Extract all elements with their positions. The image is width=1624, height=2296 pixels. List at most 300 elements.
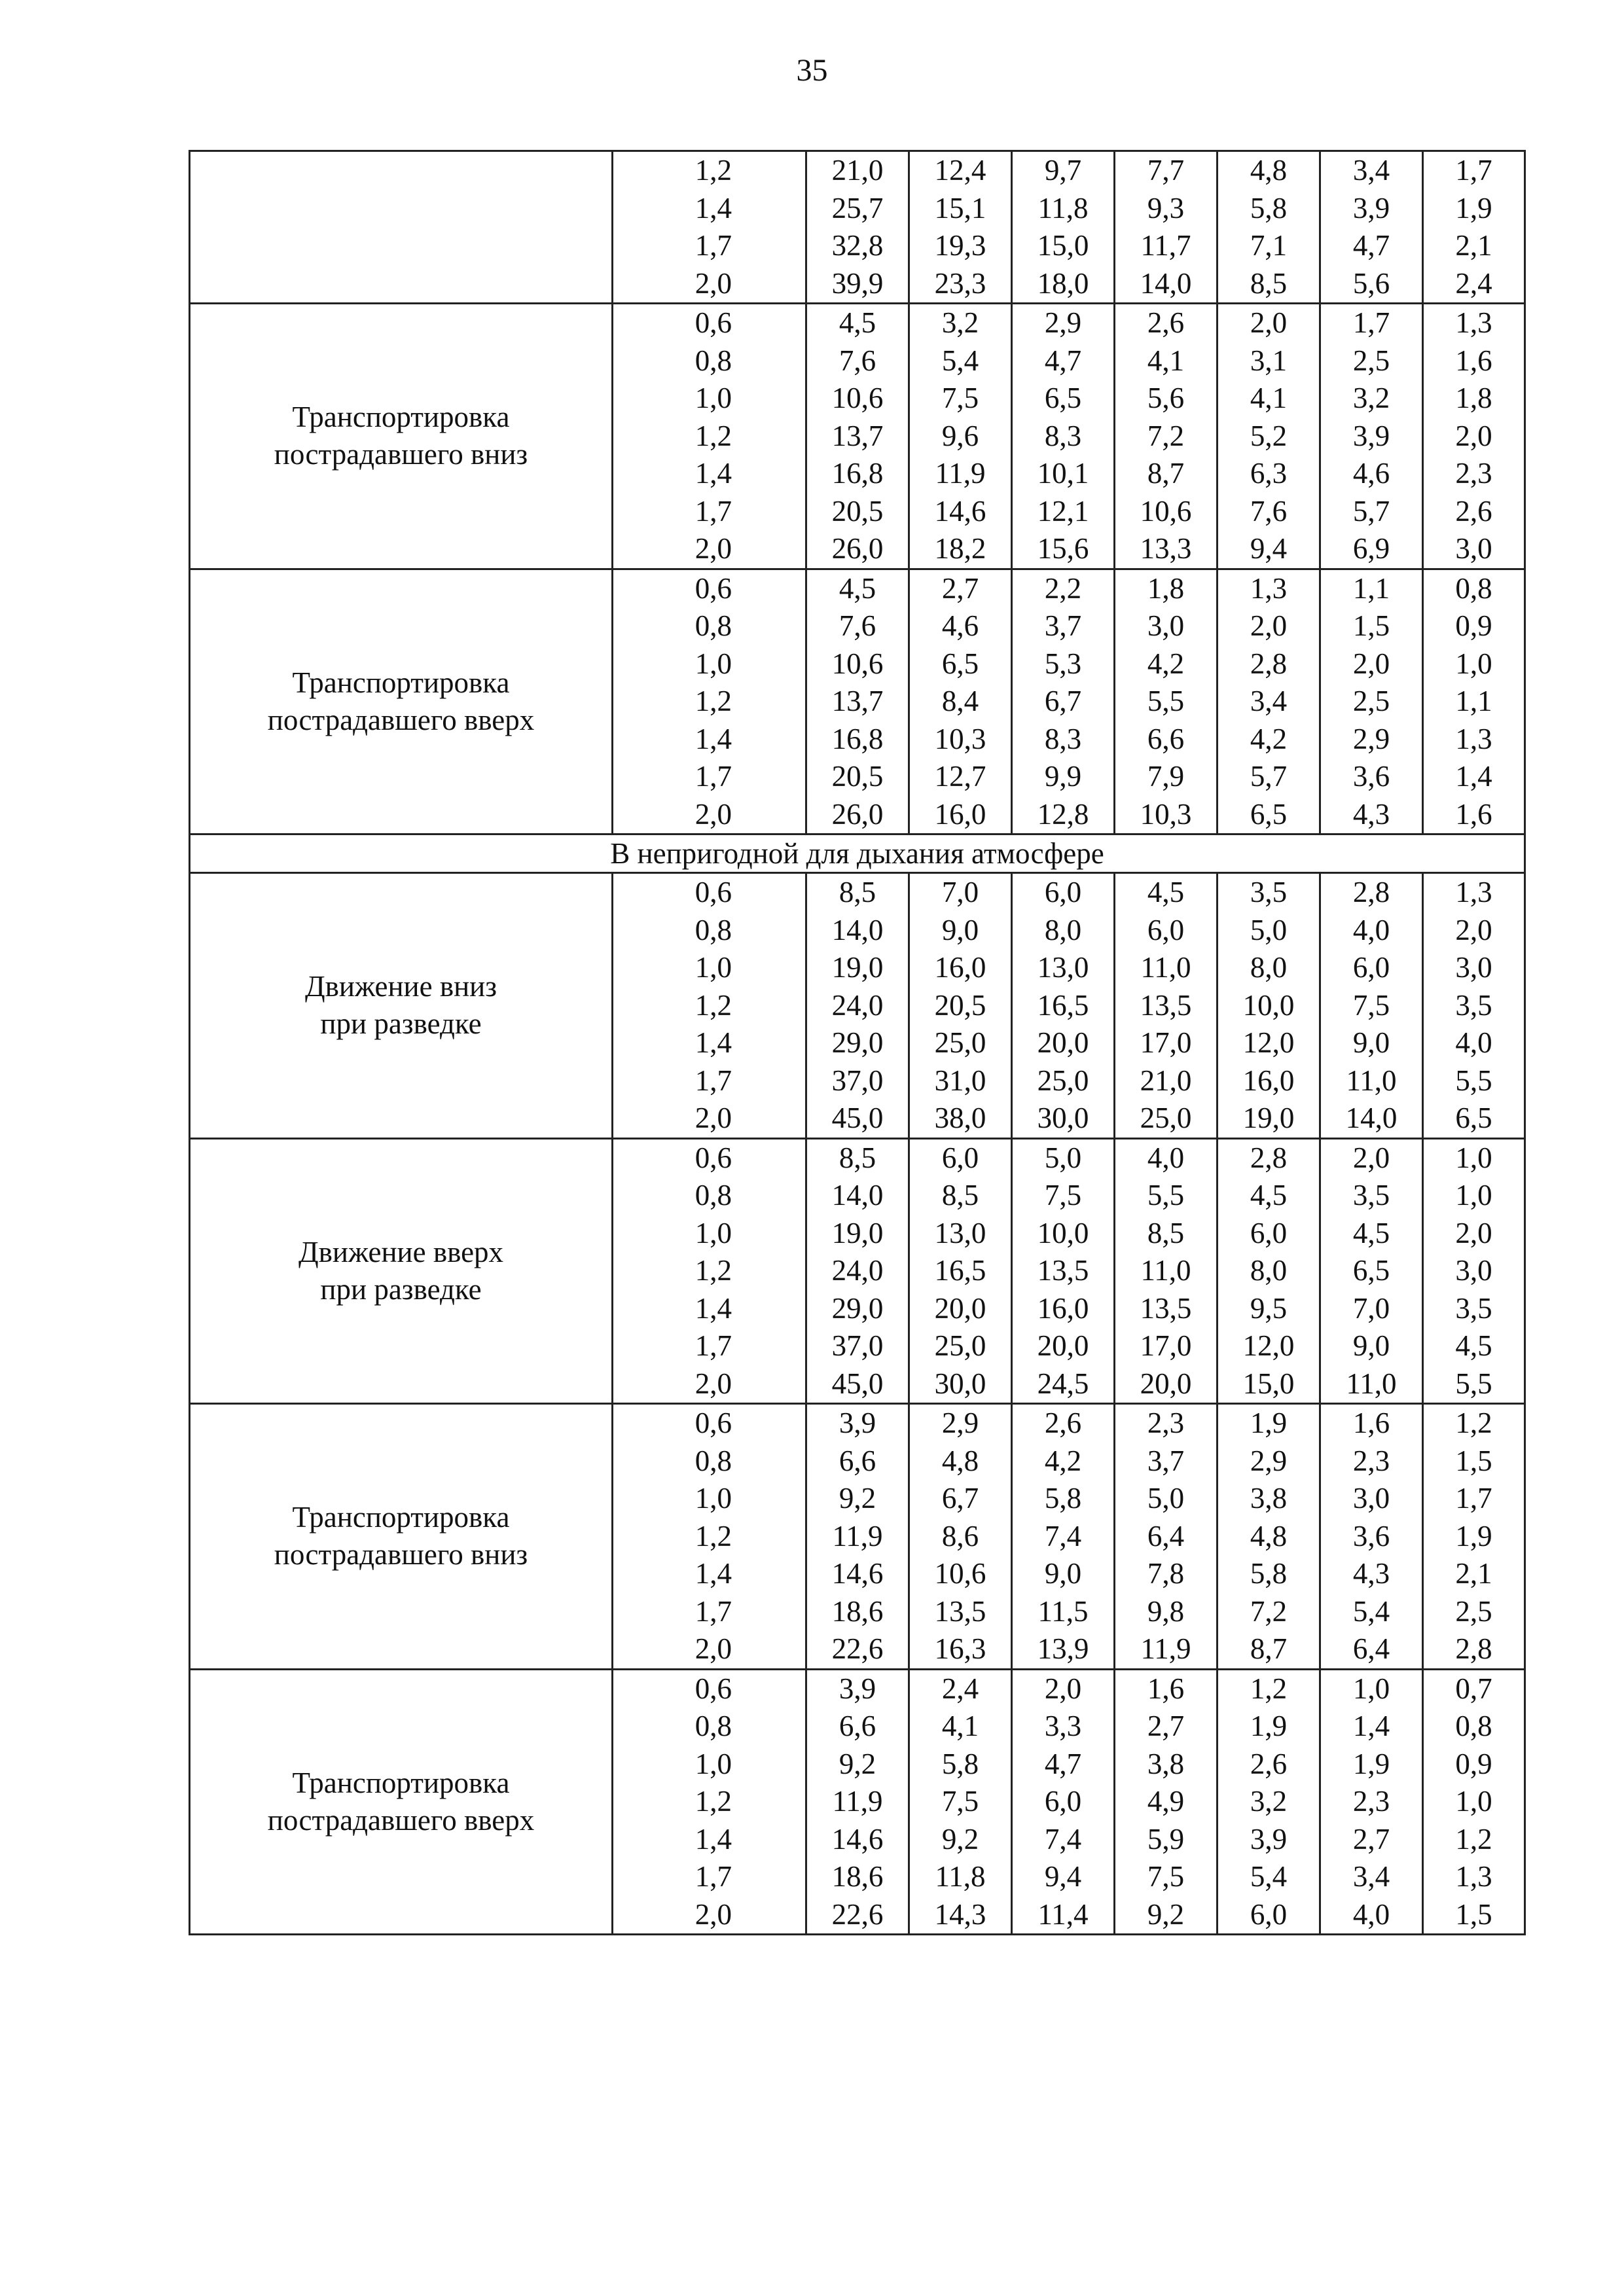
table-cell: 19,0: [1242, 1102, 1295, 1134]
section-heading: В непригодной для дыхания атмосфере: [190, 834, 1525, 873]
value-column-cell: [1012, 873, 1115, 1139]
table-cell: 0,7: [1455, 1672, 1492, 1705]
table-cell: 32,8: [831, 229, 884, 262]
table-cell: 7,5: [941, 1785, 979, 1818]
table-cell: 14,0: [1140, 266, 1192, 300]
table-cell: 30,0: [934, 1367, 986, 1400]
table-cell: 0,8: [695, 913, 732, 946]
table-cell: 18,6: [831, 1860, 884, 1893]
table-cell: 2,0: [695, 1367, 732, 1400]
activity-label-line: Транспортировка: [292, 1766, 510, 1799]
table-cell: 9,0: [1044, 1557, 1082, 1590]
table-cell: 8,5: [839, 1141, 876, 1174]
value-column-cell: [806, 569, 909, 834]
table-cell: 7,0: [941, 876, 979, 908]
table-cell: 2,0: [1352, 1141, 1390, 1174]
table-cell: 2,8: [1250, 647, 1288, 680]
table-cell: 2,8: [1455, 1632, 1492, 1665]
table-cell: 5,7: [1352, 494, 1390, 528]
table-cell: 4,0: [1147, 1141, 1185, 1174]
table-cell: 16,5: [1037, 988, 1089, 1022]
table-cell: 4,2: [1250, 722, 1288, 755]
angle-column-cell: [613, 1669, 806, 1935]
table-cell: 8,0: [1250, 1254, 1288, 1287]
table-cell: 2,5: [1352, 685, 1390, 717]
table-cell: 20,0: [934, 1291, 986, 1325]
table-cell: 11,8: [935, 1860, 986, 1893]
table-cell: 2,6: [1455, 494, 1492, 528]
table-cell: 1,4: [1455, 760, 1492, 793]
table-cell: 0,8: [695, 1710, 732, 1742]
table-cell: 18,0: [1037, 266, 1089, 300]
table-cell: 3,9: [1352, 419, 1390, 452]
table-cell: 6,6: [1147, 722, 1185, 755]
table-cell: 13,7: [831, 685, 884, 717]
section-row: [190, 834, 1525, 873]
table-cell: 5,8: [941, 1747, 979, 1780]
group-row: [190, 1404, 1525, 1670]
table-cell: 29,0: [831, 1026, 884, 1059]
table-cell: 4,8: [941, 1444, 979, 1477]
activity-label: [190, 151, 613, 304]
table-cell: 9,2: [941, 1822, 979, 1856]
table-cell: 7,6: [1250, 494, 1288, 528]
table-cell: 6,6: [839, 1444, 876, 1477]
table-cell: 2,6: [1147, 306, 1185, 339]
table-cell: 2,8: [1250, 1141, 1288, 1174]
value-column-cell: [1423, 1669, 1525, 1935]
table-cell: 11,9: [832, 1519, 883, 1552]
table-cell: 6,5: [941, 647, 979, 680]
table-cell: 14,0: [831, 1179, 884, 1211]
table-cell: 1,5: [1455, 1444, 1492, 1477]
table-cell: 24,0: [831, 1254, 884, 1287]
table-cell: 6,5: [1250, 797, 1288, 831]
table-cell: 5,8: [1044, 1482, 1082, 1515]
table-cell: 13,5: [1140, 988, 1192, 1022]
table-cell: 1,4: [695, 191, 732, 224]
table-cell: 4,8: [1250, 1519, 1288, 1552]
table-cell: 6,0: [1044, 1785, 1082, 1818]
table-cell: 25,0: [934, 1026, 986, 1059]
table-cell: 10,6: [831, 382, 884, 414]
table-cell: 26,0: [831, 532, 884, 565]
table-cell: 2,9: [941, 1407, 979, 1439]
table-cell: 2,0: [1455, 1216, 1492, 1249]
table-cell: 9,6: [941, 419, 979, 452]
table-cell: 24,5: [1037, 1367, 1089, 1400]
table-cell: 10,6: [831, 647, 884, 680]
table-cell: 16,0: [934, 797, 986, 831]
value-column-cell: [1423, 304, 1525, 569]
value-column-cell: [1012, 151, 1115, 304]
group-row: [190, 304, 1525, 569]
table-cell: 4,5: [839, 571, 876, 605]
table-cell: 9,7: [1044, 154, 1082, 187]
value-column-cell: [1218, 1404, 1320, 1670]
group-row: [190, 569, 1525, 834]
table-cell: 4,7: [1044, 344, 1082, 377]
table-cell: 13,5: [934, 1594, 986, 1628]
table-cell: 8,0: [1044, 913, 1082, 946]
table-cell: 20,0: [1037, 1329, 1089, 1362]
table-cell: 2,2: [1044, 571, 1082, 605]
table-cell: 6,4: [1352, 1632, 1390, 1665]
table-cell: 9,2: [839, 1747, 876, 1780]
table-cell: 2,8: [1352, 876, 1390, 908]
table-cell: 31,0: [934, 1064, 986, 1097]
table-cell: 2,0: [695, 532, 732, 565]
table-cell: 7,6: [839, 609, 876, 642]
table-cell: 9,2: [1147, 1897, 1185, 1931]
page-number: 35: [796, 53, 828, 88]
table-cell: 1,4: [695, 457, 732, 490]
table-cell: 4,0: [1455, 1026, 1492, 1059]
table-cell: 45,0: [831, 1102, 884, 1134]
table-cell: 3,5: [1455, 1291, 1492, 1325]
table-cell: 14,0: [1345, 1102, 1398, 1134]
table-cell: 9,4: [1044, 1860, 1082, 1893]
table-cell: 5,3: [1044, 647, 1082, 680]
table-cell: 6,0: [1250, 1216, 1288, 1249]
table-cell: 1,6: [1455, 344, 1492, 377]
activity-label: [190, 1669, 613, 1935]
table-cell: 15,0: [1037, 229, 1089, 262]
angle-column-cell: [613, 1404, 806, 1670]
table-cell: 1,0: [1455, 1141, 1492, 1174]
value-column-cell: [1115, 1404, 1218, 1670]
group-row: [190, 873, 1525, 1139]
table-cell: 13,0: [1037, 951, 1089, 984]
table-cell: 13,3: [1140, 532, 1192, 565]
table-cell: 4,1: [1147, 344, 1185, 377]
value-column-cell: [806, 1138, 909, 1404]
table-cell: 1,2: [695, 685, 732, 717]
value-column-cell: [909, 569, 1012, 834]
table-cell: 22,6: [831, 1632, 884, 1665]
table-cell: 6,0: [1044, 876, 1082, 908]
activity-label: [190, 304, 613, 569]
table-cell: 1,2: [695, 1519, 732, 1552]
value-column-cell: [1423, 1404, 1525, 1670]
table-cell: 1,4: [695, 1822, 732, 1856]
table-cell: 3,7: [1044, 609, 1082, 642]
table-cell: 8,3: [1044, 722, 1082, 755]
table-cell: 4,1: [941, 1710, 979, 1742]
value-column-cell: [1218, 569, 1320, 834]
table-cell: 2,9: [1352, 722, 1390, 755]
table-cell: 1,2: [695, 154, 732, 187]
table-cell: 16,0: [1037, 1291, 1089, 1325]
table-cell: 1,7: [695, 760, 732, 793]
value-column-cell: [1012, 1138, 1115, 1404]
table-cell: 1,9: [1352, 1747, 1390, 1780]
table-cell: 16,0: [1242, 1064, 1295, 1097]
table-cell: 1,4: [695, 1026, 732, 1059]
table-cell: 38,0: [934, 1102, 986, 1134]
table-cell: 11,0: [1346, 1367, 1397, 1400]
table-cell: 1,2: [695, 988, 732, 1022]
value-column-cell: [1218, 873, 1320, 1139]
table-cell: 20,0: [1140, 1367, 1192, 1400]
table-cell: 7,4: [1044, 1519, 1082, 1552]
table-cell: 11,0: [1346, 1064, 1397, 1097]
table-cell: 9,3: [1147, 191, 1185, 224]
value-column-cell: [1115, 873, 1218, 1139]
table-cell: 0,8: [695, 1179, 732, 1211]
table-cell: 11,0: [1140, 951, 1191, 984]
table-cell: 20,5: [831, 494, 884, 528]
activity-label: [190, 873, 613, 1139]
table-cell: 9,2: [839, 1482, 876, 1515]
activity-label-line: пострадавшего вверх: [267, 703, 535, 736]
value-column-cell: [806, 873, 909, 1139]
table-cell: 10,0: [1037, 1216, 1089, 1249]
table-cell: 1,3: [1455, 306, 1492, 339]
table-cell: 1,7: [1352, 306, 1390, 339]
table-cell: 0,6: [695, 1672, 732, 1705]
table-cell: 3,0: [1455, 1254, 1492, 1287]
table-cell: 6,6: [839, 1710, 876, 1742]
table-cell: 22,6: [831, 1897, 884, 1931]
value-column-cell: [1320, 151, 1423, 304]
table-cell: 8,4: [941, 685, 979, 717]
table-cell: 6,7: [1044, 685, 1082, 717]
table-cell: 8,7: [1147, 457, 1185, 490]
table-cell: 1,4: [695, 1291, 732, 1325]
value-column-cell: [909, 1404, 1012, 1670]
table-cell: 1,0: [1455, 647, 1492, 680]
table-cell: 5,2: [1250, 419, 1288, 452]
table-cell: 2,7: [1147, 1710, 1185, 1742]
table-cell: 2,4: [941, 1672, 979, 1705]
table-cell: 4,6: [1352, 457, 1390, 490]
table-cell: 2,7: [941, 571, 979, 605]
value-column-cell: [1218, 1138, 1320, 1404]
activity-label-line: Движение вниз: [304, 970, 497, 1003]
table-cell: 3,5: [1352, 1179, 1390, 1211]
table-cell: 7,5: [1352, 988, 1390, 1022]
value-column-cell: [1012, 1404, 1115, 1670]
table-cell: 21,0: [1140, 1064, 1192, 1097]
table-cell: 1,9: [1250, 1407, 1288, 1439]
table-cell: 1,7: [695, 1594, 732, 1628]
table-cell: 3,0: [1455, 532, 1492, 565]
table-cell: 17,0: [1140, 1026, 1192, 1059]
table-cell: 6,0: [941, 1141, 979, 1174]
table-cell: 4,9: [1147, 1785, 1185, 1818]
table-cell: 39,9: [831, 266, 884, 300]
table-cell: 9,0: [1352, 1329, 1390, 1362]
table-cell: 2,4: [1455, 266, 1492, 300]
table-cell: 5,0: [1147, 1482, 1185, 1515]
table-cell: 18,6: [831, 1594, 884, 1628]
angle-column-cell: [613, 151, 806, 304]
group-row: [190, 1669, 1525, 1935]
table-cell: 20,5: [934, 988, 986, 1022]
table-cell: 7,2: [1250, 1594, 1288, 1628]
table-cell: 1,0: [1455, 1785, 1492, 1818]
table-cell: 7,5: [941, 382, 979, 414]
table-cell: 1,7: [695, 1064, 732, 1097]
table-cell: 5,5: [1455, 1064, 1492, 1097]
table-cell: 2,0: [1352, 647, 1390, 680]
table-cell: 3,4: [1352, 154, 1390, 187]
table-cell: 23,3: [934, 266, 986, 300]
table-cell: 2,0: [1250, 306, 1288, 339]
table-cell: 3,9: [839, 1672, 876, 1705]
value-column-cell: [1320, 1138, 1423, 1404]
table-cell: 1,0: [695, 1747, 732, 1780]
table-cell: 2,5: [1455, 1594, 1492, 1628]
value-column-cell: [1218, 304, 1320, 569]
table-cell: 1,3: [1250, 571, 1288, 605]
table-cell: 15,6: [1037, 532, 1089, 565]
table-cell: 14,6: [831, 1822, 884, 1856]
table-cell: 6,0: [1147, 913, 1185, 946]
table-cell: 6,0: [1352, 951, 1390, 984]
activity-label: [190, 569, 613, 834]
table-cell: 1,0: [1455, 1179, 1492, 1211]
table-cell: 8,5: [839, 876, 876, 908]
table-cell: 13,7: [831, 419, 884, 452]
value-column-cell: [806, 151, 909, 304]
table-cell: 3,2: [1352, 382, 1390, 414]
table-cell: 16,8: [831, 722, 884, 755]
table-cell: 12,7: [934, 760, 986, 793]
table-cell: 25,0: [934, 1329, 986, 1362]
table-cell: 12,0: [1242, 1026, 1295, 1059]
table-cell: 3,3: [1044, 1710, 1082, 1742]
table-cell: 0,6: [695, 1407, 732, 1439]
table-cell: 5,7: [1250, 760, 1288, 793]
table-cell: 26,0: [831, 797, 884, 831]
table-cell: 7,0: [1352, 1291, 1390, 1325]
table-cell: 1,4: [695, 1557, 732, 1590]
table-cell: 2,3: [1352, 1444, 1390, 1477]
table-cell: 1,0: [695, 382, 732, 414]
table-cell: 7,9: [1147, 760, 1185, 793]
table-cell: 2,0: [1044, 1672, 1082, 1705]
value-column-cell: [1012, 569, 1115, 834]
value-column-cell: [1423, 1138, 1525, 1404]
table-cell: 0,8: [1455, 1710, 1492, 1742]
table-cell: 6,5: [1455, 1102, 1492, 1134]
activity-label-line: пострадавшего вниз: [274, 438, 528, 471]
table-cell: 1,0: [695, 647, 732, 680]
value-column-cell: [1423, 151, 1525, 304]
value-column-cell: [1218, 151, 1320, 304]
table-cell: 45,0: [831, 1367, 884, 1400]
value-column-cell: [806, 1669, 909, 1935]
data-table: [189, 150, 1526, 1935]
table-cell: 1,9: [1455, 1519, 1492, 1552]
table-cell: 3,6: [1352, 1519, 1390, 1552]
table-cell: 1,2: [1250, 1672, 1288, 1705]
table-cell: 1,8: [1455, 382, 1492, 414]
table-cell: 11,9: [935, 457, 986, 490]
value-column-cell: [1115, 304, 1218, 569]
table-cell: 3,8: [1147, 1747, 1185, 1780]
table-cell: 2,5: [1352, 344, 1390, 377]
table-cell: 18,2: [934, 532, 986, 565]
table-cell: 11,5: [1038, 1594, 1089, 1628]
table-cell: 0,6: [695, 876, 732, 908]
table-cell: 19,3: [934, 229, 986, 262]
table-cell: 10,1: [1037, 457, 1089, 490]
table-cell: 12,8: [1037, 797, 1089, 831]
table-cell: 20,0: [1037, 1026, 1089, 1059]
table-cell: 6,9: [1352, 532, 1390, 565]
table-cell: 5,4: [1352, 1594, 1390, 1628]
activity-label-line: Транспортировка: [292, 401, 510, 434]
table-cell: 7,2: [1147, 419, 1185, 452]
table-cell: 14,3: [934, 1897, 986, 1931]
table-cell: 5,4: [941, 344, 979, 377]
table-cell: 3,2: [1250, 1785, 1288, 1818]
table-cell: 6,7: [941, 1482, 979, 1515]
table-cell: 7,4: [1044, 1822, 1082, 1856]
table-cell: 30,0: [1037, 1102, 1089, 1134]
table-cell: 1,2: [695, 1785, 732, 1818]
table-cell: 4,2: [1147, 647, 1185, 680]
activity-label: [190, 1138, 613, 1404]
table-cell: 10,6: [1140, 494, 1192, 528]
table-cell: 19,0: [831, 951, 884, 984]
table-cell: 5,5: [1147, 685, 1185, 717]
table-cell: 0,8: [695, 344, 732, 377]
table-cell: 1,1: [1352, 571, 1390, 605]
table-cell: 10,3: [934, 722, 986, 755]
table-cell: 2,3: [1352, 1785, 1390, 1818]
table-cell: 0,8: [695, 1444, 732, 1477]
table-cell: 5,6: [1147, 382, 1185, 414]
value-column-cell: [1423, 873, 1525, 1139]
table-cell: 1,7: [695, 1329, 732, 1362]
angle-column-cell: [613, 1138, 806, 1404]
table-cell: 1,7: [695, 1860, 732, 1893]
value-column-cell: [909, 873, 1012, 1139]
table-cell: 8,5: [1147, 1216, 1185, 1249]
table-cell: 1,0: [695, 1216, 732, 1249]
table-cell: 1,2: [1455, 1407, 1492, 1439]
value-column-cell: [909, 151, 1012, 304]
table-cell: 4,7: [1044, 1747, 1082, 1780]
table-cell: 10,6: [934, 1557, 986, 1590]
table-cell: 1,2: [1455, 1822, 1492, 1856]
table-cell: 7,1: [1250, 229, 1288, 262]
table-cell: 1,7: [1455, 154, 1492, 187]
table-cell: 5,0: [1250, 913, 1288, 946]
table-cell: 3,4: [1250, 685, 1288, 717]
table-cell: 12,4: [934, 154, 986, 187]
table-cell: 0,6: [695, 1141, 732, 1174]
table-cell: 1,5: [1352, 609, 1390, 642]
table-cell: 1,2: [695, 1254, 732, 1287]
activity-label: [190, 1404, 613, 1670]
value-column-cell: [806, 1404, 909, 1670]
table-cell: 4,5: [1147, 876, 1185, 908]
table-cell: 3,9: [1352, 191, 1390, 224]
table-cell: 4,0: [1352, 1897, 1390, 1931]
table-cell: 7,7: [1147, 154, 1185, 187]
table-cell: 2,0: [695, 797, 732, 831]
table-cell: 2,6: [1250, 1747, 1288, 1780]
table-cell: 1,0: [1352, 1672, 1390, 1705]
table-cell: 0,9: [1455, 1747, 1492, 1780]
table-cell: 9,9: [1044, 760, 1082, 793]
activity-label-line: Движение вверх: [298, 1235, 504, 1268]
